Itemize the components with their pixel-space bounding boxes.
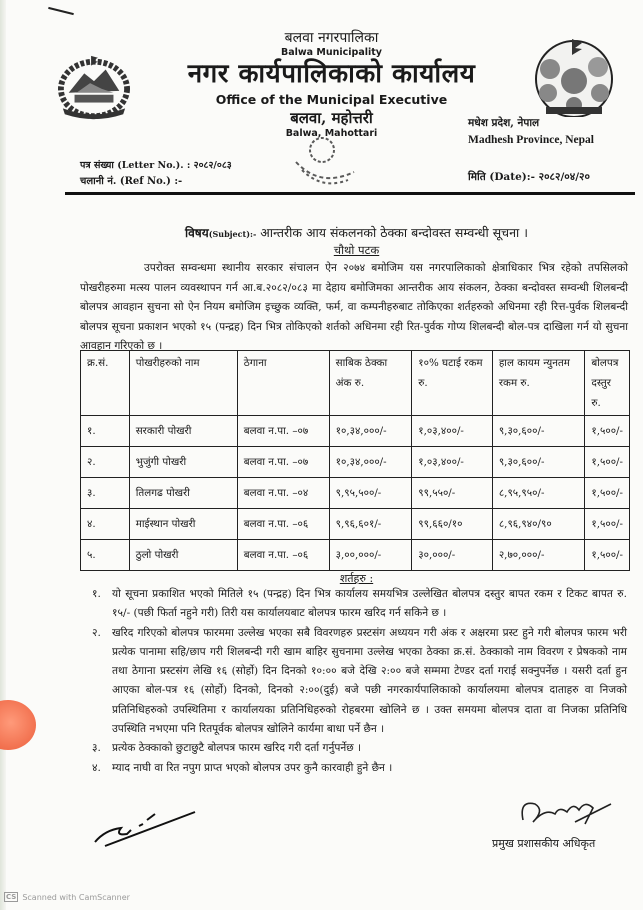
camscanner-icon: CS [6, 893, 17, 901]
cell-sn: ३. [81, 478, 130, 509]
cell-minimum: २,७०,०००/- [492, 540, 585, 571]
col-ten-percent-reduction: १०% घटाई रकम रु. [412, 351, 493, 416]
scan-edge [0, 0, 6, 910]
nepal-emblem-icon [55, 50, 133, 122]
initial-signature-icon [85, 800, 205, 850]
province-np: मधेश प्रदेश, नेपाल [468, 117, 540, 129]
cell-sn: ५. [81, 540, 130, 571]
municipality-logo-icon [528, 35, 620, 117]
table-header-row [81, 351, 630, 416]
col-bid-fee: बोलपत्र दस्तुर रु. [585, 351, 630, 416]
office-title-en: Office of the Municipal Executive [215, 92, 448, 107]
table-row [81, 416, 630, 447]
cell-address: बलवा न.पा. –०६ [237, 509, 329, 540]
col-previous-amount: साबिक ठेक्का अंक रु. [329, 351, 412, 416]
cell-reduction: ९९,६६०/१० [412, 509, 493, 540]
cell-previous-amount: ९,९६,६०१/- [329, 509, 412, 540]
col-address: ठेगाना [237, 351, 329, 416]
date-label: मिति (Date):- [468, 171, 535, 183]
cell-address: बलवा न.पा. –०४ [237, 478, 329, 509]
cell-minimum: ९,३०,६००/- [492, 447, 585, 478]
pond-tender-table [80, 350, 630, 571]
subject-line [0, 224, 643, 241]
letter-number [80, 158, 232, 171]
cell-previous-amount: ३,००,०००/- [329, 540, 412, 571]
cell-sn: २. [81, 447, 130, 478]
cell-reduction: १,०३,४००/- [412, 416, 493, 447]
officer-signature-icon [515, 790, 615, 835]
cell-previous-amount: १०,३४,०००/- [329, 447, 412, 478]
table-row [81, 509, 630, 540]
cell-bid-fee: १,५००/- [585, 447, 630, 478]
municipality-name-np: बलवा नगरपालिका [284, 30, 379, 46]
cell-pond-name: ठुलो पोखरी [129, 540, 237, 571]
cell-previous-amount: १०,३४,०००/- [329, 416, 412, 447]
pen-mark [48, 7, 74, 15]
cell-bid-fee: १,५००/- [585, 540, 630, 571]
place-np: बलवा, महोत्तरी [290, 109, 373, 127]
cell-reduction: ९९,५५०/- [412, 478, 493, 509]
col-pond-name: पोखरीहरुको नाम [129, 351, 237, 416]
subject-label: विषय(Subject):- [185, 226, 257, 240]
cell-previous-amount: ९,९५,५००/- [329, 478, 412, 509]
cell-bid-fee: १,५००/- [585, 416, 630, 447]
cell-pond-name: तिलगढ पोखरी [129, 478, 237, 509]
table-row [81, 478, 630, 509]
cell-address: बलवा न.पा. –०७ [237, 447, 329, 478]
letter-no-value: २०८२/०८३ [193, 160, 232, 171]
header-divider [65, 192, 635, 195]
term-item: १. यो सूचना प्रकाशित भएको मितिले १५ (पन्द्रह) दिन भित्र कार्यालय समयभित्र उल्लेखित बोलपत्र दस्तुर बापत रकम र टिकट बापत रु. १५/- (पछी फिर्ता नहुने गरी) तिरी यस कार्यालयबाट बोलपत्र फारम खरिद गर्न सकिने छ । [92, 588, 627, 620]
date-value: २०८२/०४/२० [538, 171, 590, 183]
terms-heading: शर्तहरु : [339, 572, 374, 585]
subject-text: आन्तरीक आय संकलनको ठेक्का बन्दोवस्त सम्वन्धी सूचना । [260, 225, 528, 240]
watermark-text: Scanned with CamScanner [22, 892, 130, 902]
official-stamp-icon [290, 132, 360, 192]
cell-pond-name: भुजुंगी पोखरी [129, 447, 237, 478]
table-row [81, 540, 630, 571]
cell-address: बलवा न.पा. –०६ [237, 540, 329, 571]
signatory-title: प्रमुख प्रशासकीय अधिकृत [492, 837, 596, 850]
col-current-minimum: हाल कायम न्युनतम रकम रु. [492, 351, 585, 416]
cell-minimum: ८,९६,९४०/९० [492, 509, 585, 540]
body-paragraph: उपरोक्त सम्वन्धमा स्थानीय सरकार संचालन ऐन २०७४ बमोजिम यस नगरपालिकाको क्षेत्राधिकार भित्र रहेको तपसिलको पोखरीहरुमा मत्स्य पालन व्यवस्थापन गर्न आ.ब.२०८२/०८३ मा देहाय बमोजिमका आन्तरीक आय संकलन, ठेक्का बन्दोवस्त सम्वन्धी शिलबन्दी बोलपत्र आवहान सुचना सो ऐन नियम बमोजिम इच्छुक व्यक्ति, फर्म, वा कम्पनीहरुबाट तोकिएका शर्तहरुको अधिनमा रही रित्त-पुर्वक शिलबन्दी बोलपत्र सूचना प्रकाशन भएको १५ (पन्द्रह) दिन भित्र तोकिएको शर्तको अधिनमा रही रित-पुर्वक गोप्य शिलबन्दी बोल-पत्र दाखिला गर्न यो सुचना आवहान गरिएको छ । [80, 262, 628, 352]
col-sn: क्र.सं. [81, 351, 130, 416]
cell-bid-fee: १,५००/- [585, 509, 630, 540]
thumb-in-frame [0, 700, 36, 750]
cell-pond-name: माईस्थान पोखरी [129, 509, 237, 540]
letter-date [468, 170, 590, 184]
province-en: Madhesh Province, Nepal [468, 134, 594, 146]
table-row [81, 447, 630, 478]
municipality-name-en: Balwa Municipality [281, 47, 382, 58]
scanner-watermark [4, 892, 130, 902]
letter-no-label: पत्र संख्या (Letter No.). : [80, 160, 191, 171]
cell-reduction: ३०,०००/- [412, 540, 493, 571]
terms-list [92, 585, 627, 778]
cell-minimum: ९,३०,६००/- [492, 416, 585, 447]
term-item: ३. प्रत्येक ठेक्काको छुटाछुटै बोलपत्र फारम खरिद गरी दर्ता गर्नुपर्नेछ । [92, 742, 362, 755]
ref-number: चलानी नं. (Ref No.) :- [80, 176, 183, 187]
term-item: ४. म्याद नाघी वा रित नपुग प्राप्त भएको बोलपत्र उपर कुनै कारवाही हुने छैन । [92, 761, 393, 774]
cell-minimum: ८,९५,९५०/- [492, 478, 585, 509]
cell-reduction: १,०३,४००/- [412, 447, 493, 478]
cell-sn: १. [81, 416, 130, 447]
cell-address: बलवा न.पा. –०७ [237, 416, 329, 447]
cell-sn: ४. [81, 509, 130, 540]
place-en: Balwa, Mahottari [285, 128, 378, 139]
office-title-np: नगर कार्यपालिकाको कार्यालय [187, 59, 476, 89]
notice-round: चौथो पटक [333, 243, 380, 257]
cell-bid-fee: १,५००/- [585, 478, 630, 509]
cell-pond-name: सरकारी पोखरी [129, 416, 237, 447]
term-item: २. खरिद गरिएको बोलपत्र फारममा उल्लेख भएका सबै विवरणहरु प्रस्टसंग अध्ययन गरी अंक र अक्षरमा प्रस्ट हुने गरी बोलपत्र फारम भरी प्रत्येक पानामा सहि/छाप गरी शिलबन्दी गरी खाम बाहिर सुचनामा उल्लेख भएका ठेक्का क्र.सं. ठेक्काको नाम विवरण र प्रेषकको नाम तथा ठेगाना प्रस्टसंग लेखि १६ (सोर्हो) दिन दिनको १०:०० बजे देखि २:०० बजे सम्ममा टेण्डर दर्ता गराई सक्नुपर्नेछ । यसरी दर्ता हुन आएका बोल-पत्र १६ (सोर्हो) दिनको, दिनको २:००(दुई) बजे पछी नगरकार्यपालिकाको कार्यालयमा बोलपत्र दाताहरु वा निजको प्रतिनिधिहरुको उपस्थितिमा र कार्यालयका प्रतिनिधिहरुको रोहबरमा खोलिने छ । उक्त समयमा बोलपत्र दाता वा निजका प्रतिनिधि उपस्थिति नभएमा पनि रितपूर्वक बोलपत्र खोलिने कार्यमा बाधा पर्ने छैन । [92, 626, 627, 736]
